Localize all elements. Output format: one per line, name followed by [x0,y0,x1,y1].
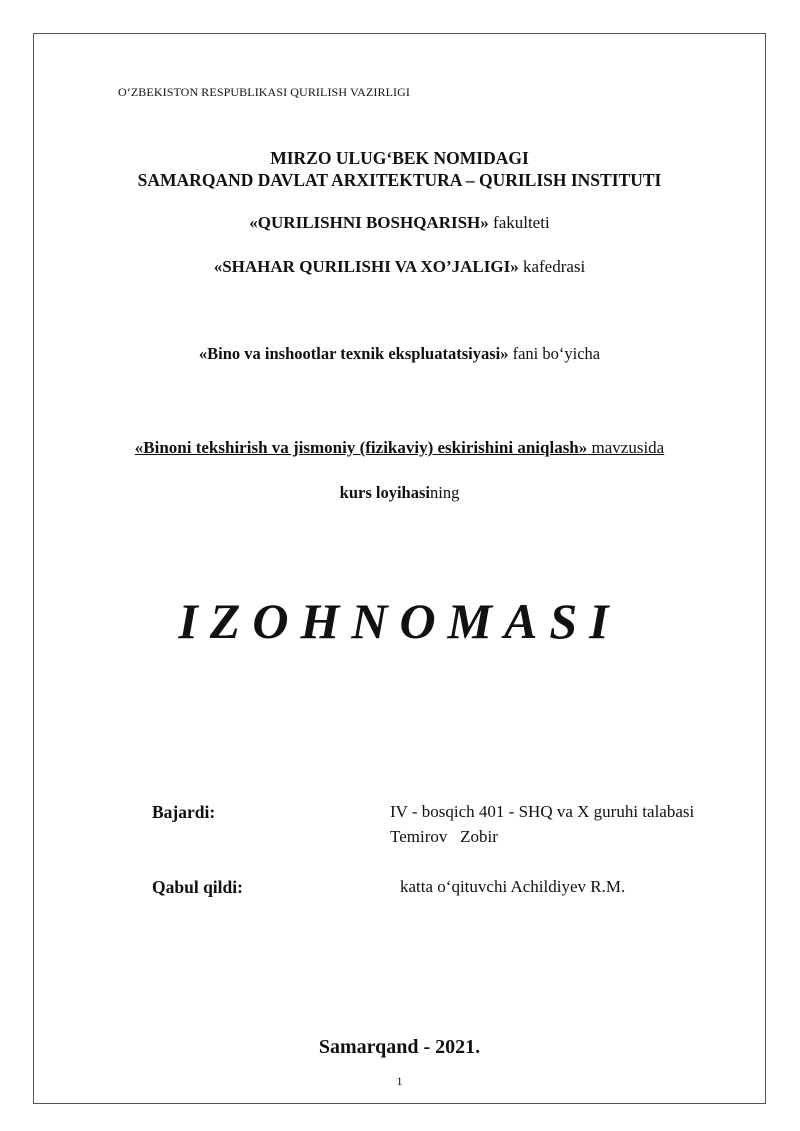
department-suffix: kafedrasi [518,257,586,276]
city-year: Samarqand - 2021. [318,1036,481,1058]
faculty-name: «QURILISHNI BOSHQARISH» [249,213,489,232]
performed-by-label: Bajardi: [152,802,216,822]
subject-suffix: fani bo‘yicha [508,344,601,363]
department-line [33,257,766,277]
work-type-line [33,483,766,503]
accepted-by-label: Qabul qildi: [152,877,243,897]
performed-by-student: Temirov Zobir [390,827,498,846]
topic-line [33,438,766,458]
topic-suffix: mavzusida [587,438,665,457]
document-title: IZOHNOMASI [178,593,621,649]
faculty-suffix: fakulteti [488,213,550,232]
work-type-suffix: ning [429,483,460,502]
page-border [33,33,766,1104]
institute-name-line2: SAMARQAND DAVLAT ARXITEKTURA – QURILISH INSTITUTI [137,170,662,190]
subject-name: «Bino va inshootlar texnik ekspluatatsiyasi» [198,344,509,363]
subject-line [33,344,766,364]
accepted-by-teacher: katta o‘qituvchi Achildiyev R.M. [400,877,626,896]
page-number: 1 [396,1074,403,1088]
work-type-bold: kurs loyihasi [339,483,430,502]
department-name: «SHAHAR QURILISHI VA XO’JALIGI» [213,257,519,276]
institute-name-line1: MIRZO ULUG‘BEK NOMIDAGI [270,148,529,168]
ministry-name: O‘ZBEKISTON RESPUBLIKASI QURILISH VAZIRLIGI [118,85,410,99]
faculty-line [33,213,766,233]
topic-name: «Binoni tekshirish va jismoniy (fizikaviy) eskirishini aniqlash» [134,438,588,457]
performed-by-group: IV - bosqich 401 - SHQ va X guruhi talabasi [390,802,695,821]
